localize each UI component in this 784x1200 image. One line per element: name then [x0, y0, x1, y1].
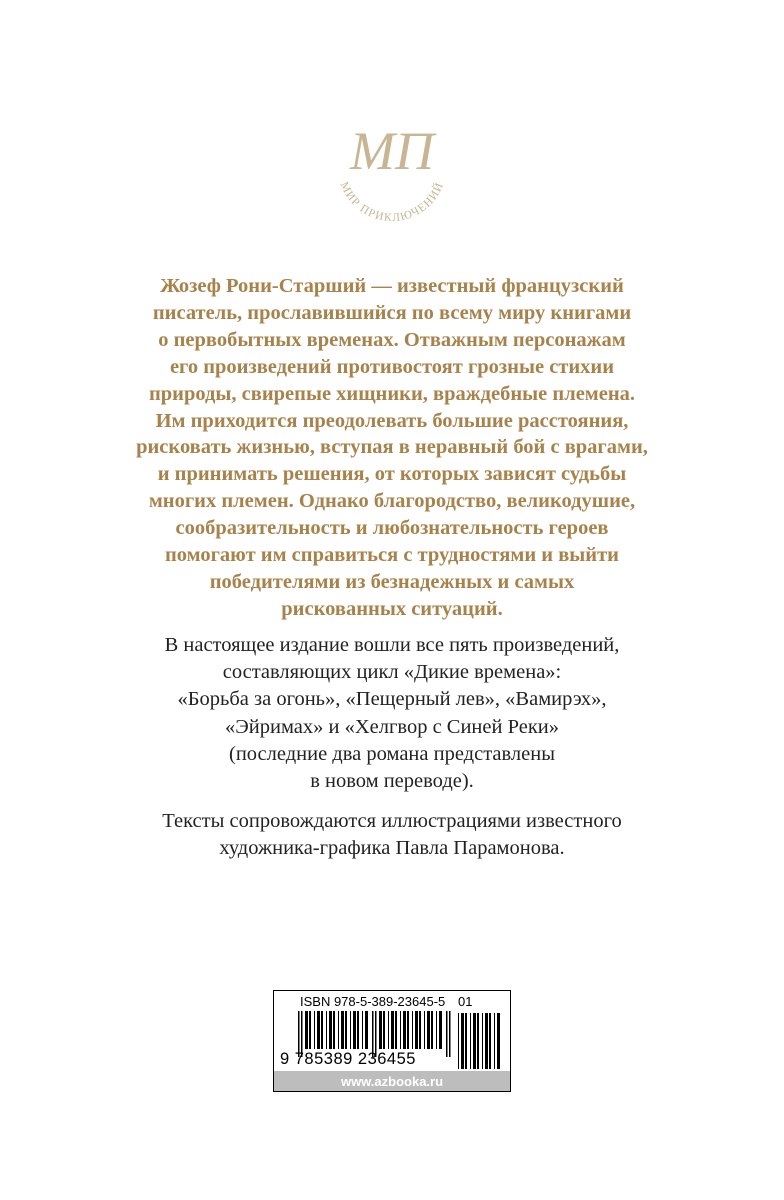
annotation-line: писатель, прославившийся по всему миру книгами — [152, 301, 632, 324]
annotation-line: рискованных ситуаций. — [281, 597, 503, 620]
illustrations-text — [0, 808, 784, 862]
contents-line: В настоящее издание вошли все пять произведений, — [164, 634, 620, 656]
series-logo — [318, 105, 466, 225]
publisher-url-strip — [274, 1071, 510, 1091]
contents-line: (последние два романа представлены — [229, 742, 555, 765]
annotation-line: многих племен. Однако благородство, великодушие, — [148, 490, 636, 513]
annotation-line: о первобытных временах. Отважным персонажам — [158, 328, 626, 351]
annotation-text — [0, 273, 784, 623]
annotation-line: и принимать решения, от которых зависят судьбы — [157, 463, 627, 486]
contents-line: «Эйримах» и «Хелгвор с Синей Реки» — [224, 715, 560, 738]
series-logo-monogram: МП — [350, 121, 434, 181]
annotation-line: Жозеф Рони-Старший — известный французский — [160, 275, 624, 297]
annotation-line: помогают им справиться с трудностями и выйти — [165, 544, 619, 567]
series-logo-arc-text: МИР ПРИКЛЮЧЕНИЙ — [337, 180, 447, 225]
contents-text — [0, 632, 784, 795]
isbn-label: ISBN 978-5-389-23645-5 — [300, 994, 446, 1009]
contents-line: составляющих цикл «Дикие времена»: — [222, 661, 562, 684]
annotation-line: природы, свирепые хищники, враждебные племена. — [148, 382, 636, 405]
annotation-line: его произведений противостоят грозные стихии — [169, 355, 615, 378]
isbn-barcode — [273, 990, 511, 1092]
illustrations-line: Тексты сопровождаются иллюстрациями известного — [162, 810, 622, 832]
barcode-digits: 9 785389 236455 — [280, 1050, 416, 1068]
illustrations-line: художника-графика Павла Парамонова. — [219, 837, 565, 860]
publisher-url: www.azbooka.ru — [340, 1073, 444, 1089]
contents-line: в новом переводе). — [310, 770, 474, 793]
isbn-addon-code: 01 — [458, 994, 473, 1009]
annotation-line: Им приходится преодолевать большие расстояния, — [155, 409, 629, 432]
svg-text:МИР ПРИКЛЮЧЕНИЙ — [338, 180, 447, 225]
annotation-line: победителями из безнадежных и самых — [209, 570, 575, 593]
annotation-line: сообразительность и любознательность героев — [175, 517, 609, 540]
annotation-line: рисковать жизнью, вступая в неравный бой с врагами, — [136, 436, 648, 459]
series-logo-svg — [318, 105, 466, 225]
contents-line: «Борьба за огонь», «Пещерный лев», «Вамирэх», — [177, 688, 607, 711]
